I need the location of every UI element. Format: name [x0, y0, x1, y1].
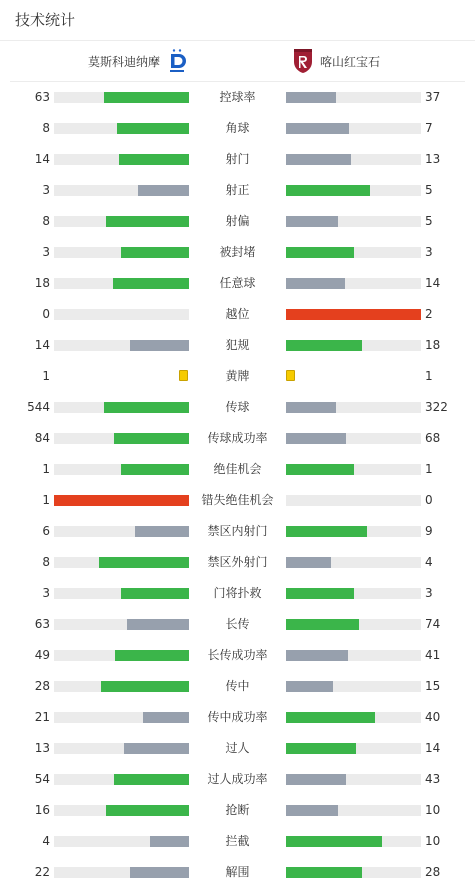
stat-row [0, 144, 475, 175]
home-value: 21 [34, 710, 50, 724]
home-bar-fill [121, 588, 189, 599]
away-bar-fill [286, 247, 354, 258]
stat-row [0, 392, 475, 423]
away-bar-fill [286, 433, 346, 444]
home-bar-fill [106, 805, 189, 816]
home-bar-track [54, 92, 189, 103]
away-bar-track [286, 681, 421, 692]
away-bar-track [286, 712, 421, 723]
home-bar-track [54, 712, 189, 723]
home-bar-track [54, 464, 189, 475]
stat-row [0, 671, 475, 702]
away-value: 10 [425, 834, 441, 848]
away-bar-track [286, 402, 421, 413]
away-value: 68 [425, 431, 441, 445]
home-bar-track [54, 836, 189, 847]
stat-row [0, 733, 475, 764]
home-yellow-card-icon [179, 370, 188, 381]
home-bar-track [54, 681, 189, 692]
home-bar-track [54, 774, 189, 785]
away-bar-track [286, 526, 421, 537]
away-bar-track [286, 216, 421, 227]
away-bar-fill [286, 123, 349, 134]
stat-label: 解围 [225, 865, 250, 879]
home-team[interactable] [88, 41, 188, 81]
home-value: 63 [34, 617, 50, 631]
away-bar-fill [286, 185, 370, 196]
away-value: 4 [425, 555, 433, 569]
stat-label: 被封堵 [219, 245, 256, 259]
away-value: 40 [425, 710, 441, 724]
home-bar-fill [115, 650, 189, 661]
stats-list [0, 82, 475, 888]
home-value: 8 [42, 214, 50, 228]
away-bar-fill [286, 278, 345, 289]
away-team[interactable] [292, 41, 380, 81]
away-bar-fill [286, 650, 348, 661]
away-bar-track [286, 433, 421, 444]
home-value: 22 [34, 865, 50, 879]
away-bar-fill [286, 402, 336, 413]
stat-row [0, 113, 475, 144]
stat-label: 错失绝佳机会 [201, 493, 274, 507]
home-value: 3 [42, 245, 50, 259]
home-value: 16 [34, 803, 50, 817]
home-bar-track [54, 278, 189, 289]
away-bar-track [286, 278, 421, 289]
away-bar-fill [286, 154, 351, 165]
home-bar-track [54, 495, 189, 506]
away-value: 0 [425, 493, 433, 507]
home-value: 8 [42, 121, 50, 135]
stat-row [0, 516, 475, 547]
stat-label: 黄牌 [225, 369, 250, 383]
away-value: 43 [425, 772, 441, 786]
stat-label: 射门 [225, 152, 250, 166]
home-bar-fill [104, 92, 189, 103]
home-value: 14 [34, 338, 50, 352]
away-bar-track [286, 557, 421, 568]
away-bar-fill [286, 743, 356, 754]
stat-row [0, 764, 475, 795]
away-value: 41 [425, 648, 441, 662]
home-value: 28 [34, 679, 50, 693]
home-value: 3 [42, 586, 50, 600]
stat-row [0, 640, 475, 671]
home-value: 18 [34, 276, 50, 290]
away-bar-track [286, 495, 421, 506]
home-bar-fill [121, 464, 189, 475]
away-bar-track [286, 92, 421, 103]
away-bar-fill [286, 681, 333, 692]
home-bar-fill [124, 743, 189, 754]
away-value: 3 [425, 586, 433, 600]
away-yellow-card-icon [286, 370, 295, 381]
home-bar-fill [121, 247, 189, 258]
stat-label: 绝佳机会 [213, 462, 262, 476]
section-title: 技术统计 [15, 11, 76, 29]
stat-row [0, 175, 475, 206]
away-bar-track [286, 123, 421, 134]
away-bar-track [286, 774, 421, 785]
home-value: 8 [42, 555, 50, 569]
away-value: 1 [425, 369, 433, 383]
home-bar-track [54, 402, 189, 413]
home-bar-fill [104, 402, 189, 413]
away-bar-fill [286, 836, 382, 847]
home-value: 49 [34, 648, 50, 662]
home-bar-track [54, 619, 189, 630]
home-bar-track [54, 743, 189, 754]
stat-row [0, 330, 475, 361]
stat-row [0, 299, 475, 330]
stat-label: 越位 [225, 307, 250, 321]
stat-label: 犯规 [225, 338, 250, 352]
away-bar-fill [286, 92, 336, 103]
away-value: 10 [425, 803, 441, 817]
stat-label: 传中成功率 [207, 710, 268, 724]
away-bar-fill [286, 867, 362, 878]
home-value: 1 [42, 462, 50, 476]
home-value: 13 [34, 741, 50, 755]
away-value: 3 [425, 245, 433, 259]
home-bar-fill [113, 278, 189, 289]
away-bar-fill [286, 526, 367, 537]
teams-row [10, 41, 465, 82]
away-bar-fill [286, 557, 331, 568]
home-value: 0 [42, 307, 50, 321]
stat-label: 长传 [225, 617, 250, 631]
stat-row [0, 857, 475, 888]
stat-label: 拦截 [225, 834, 250, 848]
home-value: 54 [34, 772, 50, 786]
away-bar-track [286, 619, 421, 630]
home-bar-fill [119, 154, 189, 165]
home-value: 63 [34, 90, 50, 104]
away-value: 37 [425, 90, 441, 104]
home-bar-fill [114, 774, 189, 785]
stat-label: 控球率 [219, 90, 256, 104]
home-bar-track [54, 309, 189, 320]
home-bar-track [54, 867, 189, 878]
home-bar-fill [117, 123, 189, 134]
away-value: 28 [425, 865, 441, 879]
home-value: 6 [42, 524, 50, 538]
away-bar-track [286, 464, 421, 475]
stat-label: 禁区内射门 [207, 524, 268, 538]
home-bar-track [54, 805, 189, 816]
home-value: 84 [34, 431, 50, 445]
home-bar-track [54, 557, 189, 568]
away-bar-fill [286, 774, 346, 785]
stat-label: 门将扑救 [213, 586, 262, 600]
away-bar-track [286, 650, 421, 661]
away-value: 1 [425, 462, 433, 476]
home-bar-track [54, 526, 189, 537]
home-bar-track [54, 154, 189, 165]
away-bar-track [286, 154, 421, 165]
away-value: 7 [425, 121, 433, 135]
away-bar-track [286, 247, 421, 258]
home-bar-fill [135, 526, 189, 537]
away-bar-fill [286, 216, 338, 227]
away-value: 14 [425, 741, 441, 755]
dynamo-logo-icon [166, 48, 188, 74]
home-bar-track [54, 650, 189, 661]
home-bar-fill [106, 216, 189, 227]
stat-label: 过人成功率 [207, 772, 268, 786]
stat-label: 过人 [225, 741, 250, 755]
away-value: 5 [425, 214, 433, 228]
stat-row [0, 206, 475, 237]
stat-label: 抢断 [225, 803, 250, 817]
home-bar-track [54, 185, 189, 196]
stat-row [0, 795, 475, 826]
away-bar-fill [286, 309, 421, 320]
away-bar-fill [286, 588, 354, 599]
home-value: 4 [42, 834, 50, 848]
stat-label: 传中 [225, 679, 250, 693]
home-bar-fill [138, 185, 189, 196]
away-bar-track [286, 743, 421, 754]
home-value: 3 [42, 183, 50, 197]
away-bar-track [286, 185, 421, 196]
stat-row [0, 454, 475, 485]
home-bar-track [54, 588, 189, 599]
home-bar-track [54, 247, 189, 258]
away-bar-fill [286, 619, 359, 630]
home-bar-fill [130, 340, 189, 351]
stat-label: 传球 [225, 400, 250, 414]
stat-row [0, 361, 475, 392]
away-bar-track [286, 309, 421, 320]
away-value: 2 [425, 307, 433, 321]
home-value: 1 [42, 493, 50, 507]
home-bar-fill [127, 619, 189, 630]
away-value: 5 [425, 183, 433, 197]
rubin-logo-icon [292, 48, 314, 74]
stat-label: 角球 [225, 121, 250, 135]
stat-label: 射正 [225, 183, 250, 197]
stat-label: 射偏 [225, 214, 250, 228]
away-value: 14 [425, 276, 441, 290]
stat-row [0, 578, 475, 609]
stat-row [0, 702, 475, 733]
away-bar-track [286, 588, 421, 599]
home-bar-fill [54, 495, 189, 506]
section-header [0, 0, 475, 41]
home-team-name: 莫斯科迪纳摩 [87, 54, 160, 69]
away-team-name: 喀山红宝石 [320, 54, 381, 69]
stat-row [0, 547, 475, 578]
away-bar-fill [286, 340, 362, 351]
stat-label: 禁区外射门 [207, 555, 268, 569]
away-value: 13 [425, 152, 441, 166]
stat-row [0, 237, 475, 268]
stat-row [0, 268, 475, 299]
home-bar-track [54, 340, 189, 351]
stat-row [0, 485, 475, 516]
stat-row [0, 609, 475, 640]
home-bar-track [54, 433, 189, 444]
home-value: 544 [27, 400, 50, 414]
away-value: 15 [425, 679, 441, 693]
home-bar-fill [101, 681, 189, 692]
stat-label: 传球成功率 [207, 431, 268, 445]
home-bar-fill [150, 836, 189, 847]
away-bar-fill [286, 805, 338, 816]
home-bar-track [54, 123, 189, 134]
home-bar-fill [114, 433, 189, 444]
home-value: 14 [34, 152, 50, 166]
home-bar-fill [99, 557, 189, 568]
stat-row [0, 826, 475, 857]
away-bar-track [286, 867, 421, 878]
stat-row [0, 82, 475, 113]
stat-label: 长传成功率 [207, 648, 268, 662]
stat-label: 任意球 [219, 276, 256, 290]
away-value: 74 [425, 617, 441, 631]
home-bar-track [54, 216, 189, 227]
away-value: 18 [425, 338, 441, 352]
away-value: 322 [425, 400, 448, 414]
away-bar-fill [286, 464, 354, 475]
home-value: 1 [42, 369, 50, 383]
away-bar-fill [286, 712, 375, 723]
away-bar-track [286, 340, 421, 351]
away-bar-track [286, 836, 421, 847]
away-value: 9 [425, 524, 433, 538]
home-bar-fill [143, 712, 189, 723]
home-bar-fill [130, 867, 189, 878]
away-bar-track [286, 805, 421, 816]
stat-row [0, 423, 475, 454]
